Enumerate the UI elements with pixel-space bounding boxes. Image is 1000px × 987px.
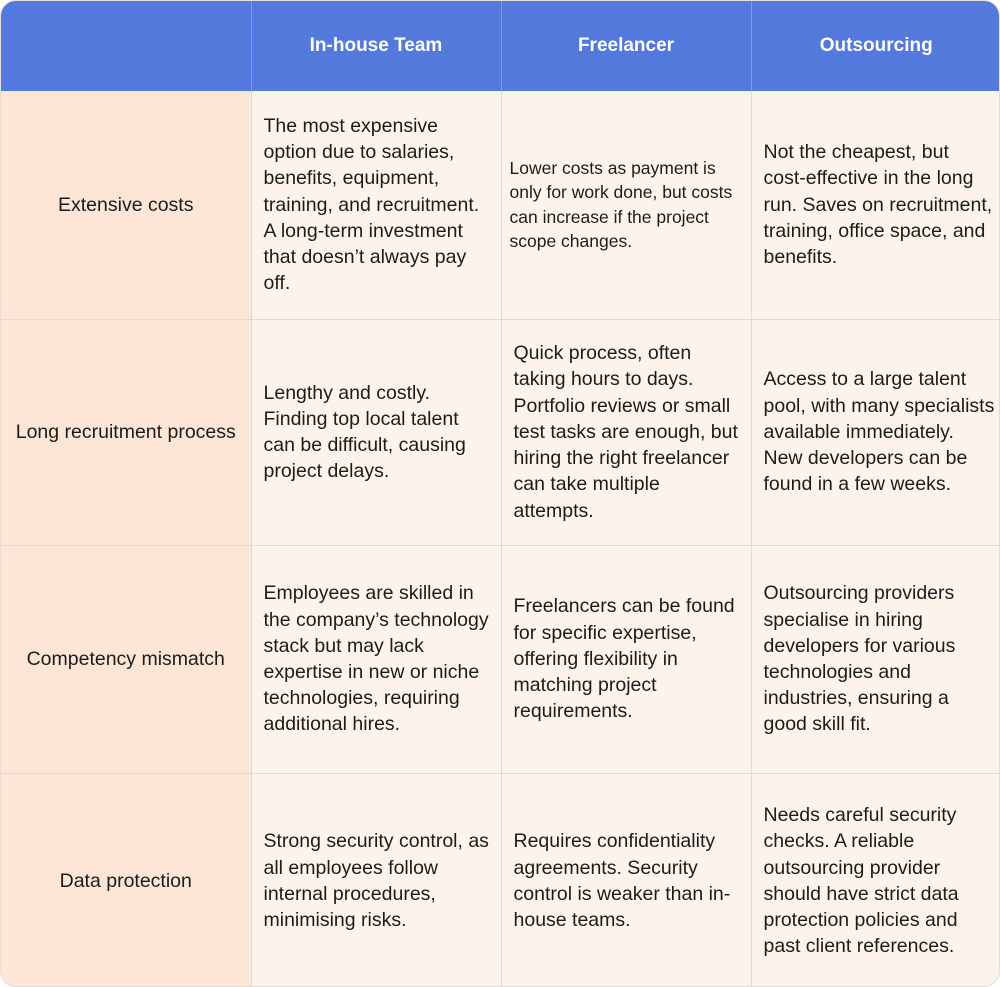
table-row-data-protection [1, 773, 1000, 987]
row-label-data-protection: Data protection [1, 773, 251, 987]
comparison-table [1, 1, 1000, 987]
header-freelancer: Freelancer [501, 1, 751, 91]
cell-freelancer-long-recruitment: Quick process, often taking hours to days. Portfolio reviews or small test tasks are enough, but hiring the right freelancer can take multiple attempts. [501, 319, 751, 545]
row-label-long-recruitment: Long recruitment process [1, 319, 251, 545]
table-header [1, 1, 1000, 91]
row-label-competency-mismatch: Competency mismatch [1, 545, 251, 773]
cell-freelancer-data-protection: Requires confidentiality agreements. Security control is weaker than in-house teams. [501, 773, 751, 987]
cell-in-house-data-protection: Strong security control, as all employees follow internal procedures, minimising risks. [251, 773, 501, 987]
cell-in-house-extensive-costs: The most expensive option due to salaries, benefits, equipment, training, and recruitment. A long-term investment that doesn’t always pay off. [251, 91, 501, 319]
header-in-house-team: In-house Team [251, 1, 501, 91]
cell-in-house-long-recruitment: Lengthy and costly. Finding top local talent can be difficult, causing project delays. [251, 319, 501, 545]
cell-freelancer-extensive-costs: Lower costs as payment is only for work done, but costs can increase if the project scope changes. [501, 91, 751, 319]
table-row-long-recruitment [1, 319, 1000, 545]
cell-outsourcing-competency-mismatch: Outsourcing providers specialise in hiring developers for various technologies and industries, ensuring a good skill fit. [751, 545, 1000, 773]
header-corner-cell [1, 1, 251, 91]
cell-in-house-competency-mismatch: Employees are skilled in the company’s technology stack but may lack expertise in new or niche technologies, requiring additional hires. [251, 545, 501, 773]
cell-freelancer-competency-mismatch: Freelancers can be found for specific expertise, offering flexibility in matching project requirements. [501, 545, 751, 773]
cell-outsourcing-extensive-costs: Not the cheapest, but cost-effective in the long run. Saves on recruitment, training, office space, and benefits. [751, 91, 1000, 319]
table-row-extensive-costs [1, 91, 1000, 319]
table-body [1, 91, 1000, 987]
cell-outsourcing-data-protection: Needs careful security checks. A reliable outsourcing provider should have strict data protection policies and past client references. [751, 773, 1000, 987]
cell-outsourcing-long-recruitment: Access to a large talent pool, with many specialists available immediately. New developers can be found in a few weeks. [751, 319, 1000, 545]
header-row [1, 1, 1000, 91]
header-outsourcing: Outsourcing [751, 1, 1000, 91]
table-row-competency-mismatch [1, 545, 1000, 773]
row-label-extensive-costs: Extensive costs [1, 91, 251, 319]
